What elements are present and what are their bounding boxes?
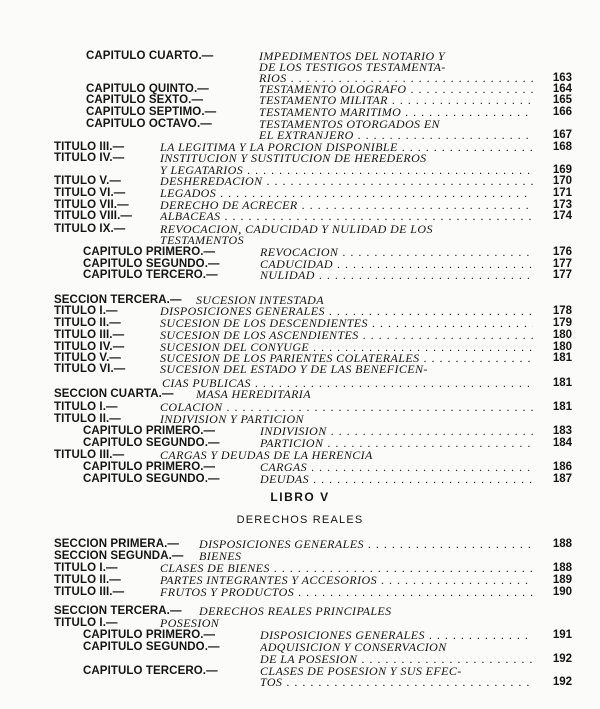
entry-title: TESTAMENTOS OTORGADOS EN xyxy=(259,118,440,131)
entry-label: TITULO III.— xyxy=(54,586,125,598)
toc-entry xyxy=(0,388,600,401)
page-number: 188 xyxy=(552,562,572,574)
entry-label: TITULO II.— xyxy=(54,574,121,586)
entry-label: TITULO III.— xyxy=(54,449,125,461)
entry-title: TESTAMENTOS xyxy=(160,234,244,247)
entry-title: PARTES INTEGRANTES Y ACCESORIOS . . . xyxy=(160,574,533,587)
page-number: 180 xyxy=(552,329,572,341)
entry-label: CAPITULO CUARTO.— xyxy=(86,50,214,62)
entry-title: TESTAMENTO OLOGRAFO . . . xyxy=(259,83,533,96)
entry-label: CAPITULO SEGUNDO.— xyxy=(83,258,220,270)
page-number: 165 xyxy=(552,94,572,106)
page-number: 177 xyxy=(552,269,572,281)
entry-title: TESTAMENTO MARITIMO . . . xyxy=(259,106,533,119)
entry-label: TITULO II.— xyxy=(54,413,121,425)
entry-label: TITULO VI.— xyxy=(54,187,126,199)
entry-title: DE LA POSESION . . . xyxy=(260,653,533,666)
entry-title: SUCESION DE LOS DESCENDIENTES . . . xyxy=(160,317,533,330)
page-number: 191 xyxy=(552,629,572,641)
entry-title: SUCESION INTESTADA xyxy=(196,294,324,307)
entry-title: REVOCACION, CADUCIDAD Y NULIDAD DE LOS xyxy=(160,223,433,236)
entry-title: IMPEDIMENTOS DEL NOTARIO Y xyxy=(259,50,446,63)
entry-label: TITULO V.— xyxy=(54,352,122,364)
page-number: 173 xyxy=(552,199,572,211)
page-number: 181 xyxy=(552,377,572,389)
page-number: 179 xyxy=(552,317,572,329)
entry-title: SUCESION DE LOS ASCENDIENTES . . . xyxy=(160,329,533,342)
page-number: 178 xyxy=(552,305,572,317)
page-number: 192 xyxy=(552,676,572,688)
entry-label: TITULO VI.— xyxy=(54,363,126,375)
entry-label: CAPITULO SEPTIMO.— xyxy=(86,106,217,118)
entry-label: TITULO I.— xyxy=(54,305,118,317)
book-subheading: DERECHOS REALES xyxy=(236,514,364,526)
entry-title: CLASES DE BIENES . . . xyxy=(160,562,533,575)
entry-label: CAPITULO SEGUNDO.— xyxy=(83,641,220,653)
entry-title: PARTICION . . . xyxy=(260,437,533,450)
page-number: 184 xyxy=(552,437,572,449)
toc-entry xyxy=(0,363,600,376)
entry-title: BIENES xyxy=(199,550,242,563)
entry-title: INDIVISION . . . xyxy=(260,425,533,438)
page-number: 180 xyxy=(552,341,572,353)
entry-label: CAPITULO PRIMERO.— xyxy=(83,246,216,258)
entry-title: REVOCACION . . . xyxy=(260,246,533,259)
entry-label: TITULO I.— xyxy=(54,562,118,574)
entry-label: TITULO VII.— xyxy=(54,199,129,211)
entry-label: CAPITULO PRIMERO.— xyxy=(83,425,216,437)
entry-label: TITULO III.— xyxy=(54,141,125,153)
entry-title: LA LEGITIMA Y LA PORCION DISPONIBLE . . . xyxy=(160,141,533,154)
entry-label: TITULO VIII.— xyxy=(54,210,132,222)
entry-title: NULIDAD . . . xyxy=(260,269,533,282)
entry-title: DERECHOS REALES PRINCIPALES xyxy=(199,605,392,618)
entry-title: RIOS . . . xyxy=(259,72,533,85)
entry-title: CADUCIDAD . . . xyxy=(260,258,533,271)
entry-label: TITULO IX.— xyxy=(54,223,126,235)
entry-title: LEGADOS . . . xyxy=(160,187,533,200)
page-number: 181 xyxy=(552,401,572,413)
entry-label: CAPITULO SEGUNDO.— xyxy=(83,473,220,485)
entry-label: SECCION TERCERA.— xyxy=(54,605,182,617)
entry-title: CIAS PUBLICAS . . . xyxy=(162,377,533,390)
page-number: 186 xyxy=(552,461,572,473)
entry-label: TITULO IV.— xyxy=(54,341,125,353)
entry-title: CLASES DE POSESION Y SUS EFEC- xyxy=(260,665,462,678)
page-number: 167 xyxy=(552,129,572,141)
entry-title: Y LEGATARIOS . . . xyxy=(160,164,533,177)
toc-entry xyxy=(0,269,600,282)
entry-label: TITULO I.— xyxy=(54,617,118,629)
entry-label: CAPITULO PRIMERO.— xyxy=(83,629,216,641)
entry-label: TITULO V.— xyxy=(54,175,122,187)
entry-title: INDIVISION Y PARTICION xyxy=(160,413,304,426)
entry-title: DESHEREDACION . . . xyxy=(160,175,533,188)
entry-title: FRUTOS Y PRODUCTOS . . . xyxy=(160,586,533,599)
entry-label: CAPITULO TERCERO.— xyxy=(83,665,218,677)
page-number: 177 xyxy=(552,258,572,270)
entry-title: SUCESION DE LOS PARIENTES COLATERALES . . . xyxy=(160,352,533,365)
entry-title: DEUDAS . . . xyxy=(260,473,533,486)
page-number: 168 xyxy=(552,141,572,153)
entry-title: ADQUISICION Y CONSERVACION xyxy=(260,641,447,654)
page-number: 189 xyxy=(552,574,572,586)
entry-title: DERECHO DE ACRECER . . . xyxy=(160,199,533,212)
entry-title: DE LOS TESTIGOS TESTAMENTA- xyxy=(259,61,446,74)
entry-title: SUCESION DEL ESTADO Y DE LAS BENEFICEN- xyxy=(160,363,428,376)
entry-title: DISPOSICIONES GENERALES . . . xyxy=(199,538,533,551)
entry-title: TESTAMENTO MILITAR . . . xyxy=(259,94,533,107)
entry-title: CARGAS . . . xyxy=(260,461,533,474)
entry-title: CARGAS Y DEUDAS DE LA HERENCIA xyxy=(160,449,373,462)
entry-label: SECCION CUARTA.— xyxy=(54,388,174,400)
entry-title: POSESION xyxy=(160,617,220,630)
page-number: 174 xyxy=(552,210,572,222)
entry-label: CAPITULO SEXTO.— xyxy=(86,94,204,106)
page-number: 192 xyxy=(552,653,572,665)
entry-label: SECCION PRIMERA.— xyxy=(54,538,180,550)
page-number: 171 xyxy=(552,187,572,199)
page-number: 166 xyxy=(552,106,572,118)
entry-label: CAPITULO SEGUNDO.— xyxy=(83,437,220,449)
entry-label: TITULO I.— xyxy=(54,401,118,413)
page-number: 183 xyxy=(552,425,572,437)
entry-label: CAPITULO QUINTO.— xyxy=(86,83,209,95)
entry-label: TITULO IV.— xyxy=(54,152,125,164)
entry-title: SUCESION DEL CONYUGE . . . xyxy=(160,341,533,354)
entry-label: SECCION SEGUNDA.— xyxy=(54,550,184,562)
entry-title: MASA HEREDITARIA xyxy=(196,388,311,401)
entry-title: DISPOSICIONES GENERALES . . . xyxy=(260,629,533,642)
entry-title: COLACION . . . xyxy=(160,401,533,414)
entry-title: TOS . . . xyxy=(260,676,533,689)
page-number: 170 xyxy=(552,175,572,187)
page-number: 181 xyxy=(552,352,572,364)
entry-title: INSTITUCION Y SUSTITUCION DE HEREDEROS xyxy=(160,152,427,165)
entry-title: DISPOSICIONES GENERALES . . . xyxy=(160,305,533,318)
book-heading: LIBRO V xyxy=(270,490,330,504)
toc-entry xyxy=(0,473,600,486)
page-number: 188 xyxy=(552,538,572,550)
toc-entry xyxy=(0,586,600,599)
entry-label: CAPITULO TERCERO.— xyxy=(83,269,218,281)
entry-label: CAPITULO OCTAVO.— xyxy=(86,118,212,130)
page-number: 164 xyxy=(552,83,572,95)
page-number: 187 xyxy=(552,473,572,485)
entry-label: TITULO II.— xyxy=(54,317,121,329)
toc-entry xyxy=(0,676,600,689)
page-number: 190 xyxy=(552,586,572,598)
entry-title: EL EXTRANJERO . . . xyxy=(259,129,533,142)
page-number: 169 xyxy=(552,164,572,176)
entry-label: CAPITULO PRIMERO.— xyxy=(83,461,216,473)
toc-entry xyxy=(0,210,600,223)
page-number: 163 xyxy=(552,72,572,84)
entry-label: SECCION TERCERA.— xyxy=(54,294,182,306)
entry-title: ALBACEAS . . . xyxy=(160,210,533,223)
entry-label: TITULO III.— xyxy=(54,329,125,341)
page-number: 176 xyxy=(552,246,572,258)
